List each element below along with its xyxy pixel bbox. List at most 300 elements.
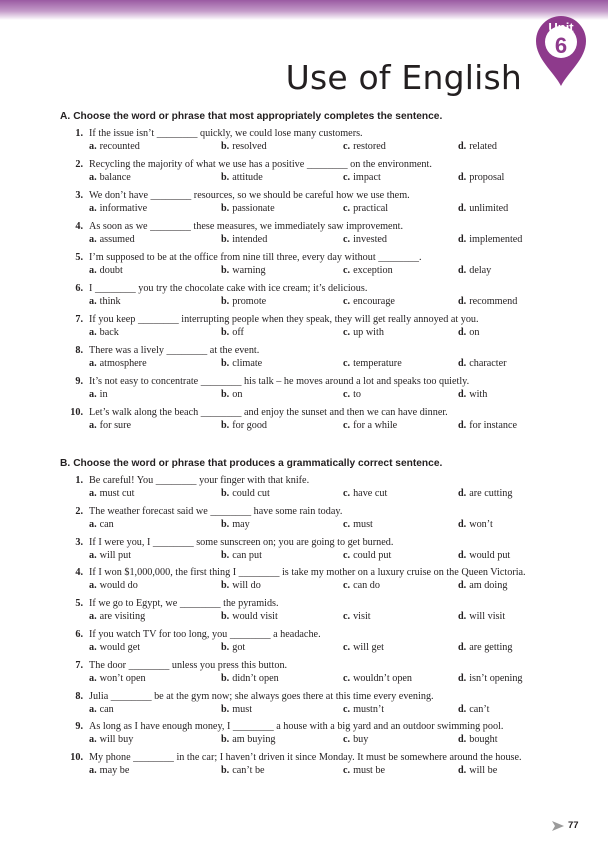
option-letter: b. [221,141,230,152]
option-text: passionate [232,203,275,214]
question-number: 5. [75,598,83,610]
option-text: in [99,389,108,400]
option-text: are visiting [99,611,146,623]
question-number: 8. [75,345,83,356]
section-heading [60,111,442,122]
option-a[interactable] [89,141,140,152]
option-text: may [232,518,250,530]
question-number: 4. [75,567,83,579]
top-color-band [0,0,608,20]
option-text: on [232,389,243,400]
option-text: warning [232,265,266,276]
option-text: temperature [353,358,402,369]
option-text: to [353,389,362,400]
question-number: 6. [75,629,83,640]
option-text: will put [99,549,132,561]
question-number: 8. [75,690,83,702]
question-stem: If I were you, I ________ some sunscreen on; you are going to get burned. [89,536,394,548]
option-c[interactable] [343,327,384,338]
option-b[interactable] [221,203,275,214]
option-letter: a. [89,734,97,746]
question-stem: As soon as we ________ these measures, we immediately saw improvement. [89,221,404,232]
option-text: can [99,518,114,530]
option-c[interactable] [343,358,402,369]
option-b[interactable] [221,420,267,431]
option-text: resolved [232,141,267,152]
option-text: won’t [469,518,493,530]
section-heading [60,458,442,469]
option-b[interactable] [221,734,276,745]
question-stem: Recycling the majority of what we use has a positive ________ on the environment. [89,159,432,170]
question-number: 6. [75,283,83,294]
option-c[interactable] [343,203,388,214]
option-a[interactable] [89,580,138,591]
option-b[interactable] [221,704,252,715]
option-letter: b. [221,642,230,653]
option-c[interactable] [343,765,385,776]
option-text: informative [99,203,148,214]
option-c[interactable] [343,265,393,276]
option-letter: b. [221,389,230,400]
option-text: can do [353,580,380,592]
option-letter: c. [343,141,351,152]
option-text: are cutting [469,488,513,499]
question-stem: As long as I have enough money, I ________ a house with a big yard and an outdoor swimming pool. [89,721,504,733]
option-a[interactable] [89,358,147,369]
question-item [0,475,608,506]
option-letter: b. [221,549,230,561]
option-c[interactable] [343,673,412,684]
option-d[interactable] [458,580,507,591]
question-item [0,721,608,752]
option-text: restored [353,141,386,152]
question-item [0,691,608,722]
option-a[interactable] [89,203,147,214]
question-item [0,752,608,783]
option-text: may be [99,765,130,777]
question-stem: Julia ________ be at the gym now; she always goes there at this time every evening. [89,690,434,702]
option-text: proposal [469,172,505,183]
option-d[interactable] [458,550,510,561]
question-number: 5. [75,252,83,263]
option-text: can’t be [232,765,265,777]
option-letter: d. [458,518,467,530]
option-letter: d. [458,488,467,499]
option-b[interactable] [221,611,278,622]
option-letter: a. [89,389,97,400]
option-letter: a. [89,611,97,623]
option-a[interactable] [89,765,129,776]
option-b[interactable] [221,234,267,245]
option-letter: a. [89,296,97,307]
option-c[interactable] [343,141,386,152]
unit-label: Unit [548,20,574,35]
option-d[interactable] [458,420,517,431]
option-letter: b. [221,703,230,715]
option-text: could cut [232,488,270,499]
question-item [0,537,608,568]
option-c[interactable] [343,580,380,591]
option-text: will buy [99,734,134,746]
option-letter: c. [343,420,351,431]
option-d[interactable] [458,296,517,307]
page-title: Use of English [285,58,522,98]
option-letter: d. [458,703,467,715]
option-text: am buying [232,734,276,746]
question-item [0,376,608,407]
option-d[interactable] [458,358,507,369]
option-letter: d. [458,672,467,684]
arrow-right-icon [551,820,565,832]
option-c[interactable] [343,234,387,245]
option-text: will get [353,642,384,653]
question-item [0,629,608,660]
question-number: 2. [75,505,83,517]
option-letter: c. [343,765,351,777]
option-a[interactable] [89,611,145,622]
option-letter: a. [89,234,97,245]
option-letter: c. [343,518,351,530]
option-text: wouldn’t open [353,672,413,684]
page-number: 77 [568,820,579,831]
option-b[interactable] [221,327,244,338]
option-text: character [469,358,507,369]
question-number: 2. [75,159,83,170]
question-stem: There was a lively ________ at the event. [89,345,260,356]
option-text: can put [232,549,262,561]
question-number: 9. [75,721,83,733]
option-text: exception [353,265,393,276]
option-text: practical [353,203,389,214]
option-letter: d. [458,265,467,276]
option-letter: c. [343,580,351,592]
option-text: on [469,327,480,338]
option-c[interactable] [343,642,384,653]
option-letter: c. [343,358,351,369]
option-b[interactable] [221,358,262,369]
option-c[interactable] [343,488,387,499]
question-number: 3. [75,536,83,548]
question-number: 3. [75,190,83,201]
question-stem: The door ________ unless you press this button. [89,659,288,671]
option-letter: d. [458,203,467,214]
option-d[interactable] [458,172,504,183]
option-text: can’t [469,703,490,715]
option-letter: b. [221,765,230,777]
option-text: must [353,518,373,530]
option-text: for good [232,420,268,431]
option-b[interactable] [221,265,266,276]
option-text: assumed [99,234,135,245]
option-letter: a. [89,172,97,183]
option-letter: c. [343,549,351,561]
option-letter: d. [458,580,467,592]
option-text: unlimited [469,203,509,214]
option-c[interactable] [343,420,397,431]
option-letter: b. [221,358,230,369]
question-number: 10. [70,752,83,764]
option-b[interactable] [221,172,263,183]
option-letter: a. [89,518,97,530]
option-text: attitude [232,172,263,183]
option-a[interactable] [89,488,134,499]
option-letter: a. [89,549,97,561]
option-letter: d. [458,358,467,369]
section-letter: A. [60,111,71,122]
option-a[interactable] [89,172,131,183]
option-b[interactable] [221,673,279,684]
option-letter: c. [343,296,351,307]
question-stem: If you keep ________ interrupting people when they speak, they will get really annoyed at you. [89,314,479,325]
option-letter: b. [221,296,230,307]
question-stem: We don’t have ________ resources, so we should be careful how we use them. [89,190,410,201]
option-text: recounted [99,141,140,152]
option-a[interactable] [89,234,135,245]
option-text: buy [353,734,369,746]
option-text: back [99,327,119,338]
option-d[interactable] [458,488,513,499]
option-a[interactable] [89,734,133,745]
option-c[interactable] [343,172,381,183]
option-a[interactable] [89,296,121,307]
question-item [0,598,608,629]
option-text: mustn’t [353,703,385,715]
option-a[interactable] [89,550,131,561]
question-number: 7. [75,659,83,671]
option-a[interactable] [89,704,114,715]
option-text: balance [99,172,131,183]
option-d[interactable] [458,234,522,245]
section-instruction: Choose the word or phrase that most appropriately completes the sentence. [73,111,443,122]
option-d[interactable] [458,327,479,338]
option-letter: a. [89,265,97,276]
option-letter: d. [458,642,467,653]
option-text: didn’t open [232,672,279,684]
option-letter: c. [343,203,351,214]
option-letter: b. [221,327,230,338]
option-letter: a. [89,420,97,431]
question-item [0,252,608,283]
option-letter: b. [221,580,230,592]
option-text: think [99,296,121,307]
option-c[interactable] [343,389,361,400]
question-stem: Let’s walk along the beach ________ and enjoy the sunset and then we can have dinner. [89,407,448,418]
option-d[interactable] [458,141,497,152]
question-item [0,567,608,598]
option-a[interactable] [89,673,146,684]
option-text: for a while [353,420,398,431]
option-letter: b. [221,734,230,746]
question-stem: If I won $1,000,000, the first thing I ________ is take my mother on a luxury cruise on the Queen Victoria. [89,567,526,579]
option-letter: c. [343,327,351,338]
option-letter: d. [458,172,467,183]
option-text: related [469,141,497,152]
option-text: off [232,327,244,338]
section-instruction: Choose the word or phrase that produces a grammatically correct sentence. [73,458,443,469]
question-item [0,345,608,376]
question-item [0,221,608,252]
option-text: visit [353,611,371,623]
option-b[interactable] [221,550,262,561]
question-item [0,314,608,345]
question-stem: My phone ________ in the car; I haven’t driven it since Monday. It must be somewhere around the house. [89,752,522,764]
option-letter: d. [458,734,467,746]
option-letter: a. [89,765,97,777]
option-text: encourage [353,296,395,307]
option-c[interactable] [343,519,373,530]
question-stem: It’s not easy to concentrate ________ his talk – he moves around a lot and speaks too quietly. [89,376,470,387]
option-b[interactable] [221,141,267,152]
option-letter: b. [221,265,230,276]
option-text: will be [469,765,498,777]
option-b[interactable] [221,580,261,591]
question-number: 7. [75,314,83,325]
option-text: climate [232,358,263,369]
option-letter: a. [89,580,97,592]
option-c[interactable] [343,611,371,622]
option-letter: b. [221,203,230,214]
option-letter: d. [458,389,467,400]
question-stem: The weather forecast said we ________ have some rain today. [89,505,343,517]
option-letter: d. [458,327,467,338]
question-stem: I’m supposed to be at the office from nine till three, every day without ________. [89,252,422,263]
option-letter: c. [343,172,351,183]
option-letter: b. [221,234,230,245]
option-b[interactable] [221,765,265,776]
option-text: up with [353,327,384,338]
question-item [0,506,608,537]
question-number: 10. [70,407,83,418]
option-text: am doing [469,580,508,592]
option-text: would get [99,642,141,653]
option-text: isn’t opening [469,672,523,684]
unit-badge [533,12,589,88]
option-text: implemented [469,234,523,245]
option-text: intended [232,234,268,245]
option-letter: c. [343,642,351,653]
question-stem: Be careful! You ________ your finger with that knife. [89,475,310,486]
question-stem: If we go to Egypt, we ________ the pyramids. [89,598,279,610]
option-letter: b. [221,488,230,499]
option-a[interactable] [89,327,119,338]
option-text: will visit [469,611,506,623]
option-d[interactable] [458,203,508,214]
option-letter: d. [458,234,467,245]
option-letter: a. [89,703,97,715]
option-letter: b. [221,420,230,431]
option-b[interactable] [221,488,270,499]
option-letter: d. [458,611,467,623]
option-text: delay [469,265,492,276]
option-letter: c. [343,234,351,245]
option-text: promote [232,296,267,307]
option-letter: d. [458,141,467,152]
option-text: must be [353,765,386,777]
option-b[interactable] [221,389,242,400]
option-text: recommend [469,296,518,307]
section-letter: B. [60,458,71,469]
option-letter: a. [89,327,97,338]
option-letter: a. [89,488,97,499]
option-text: with [469,389,488,400]
option-a[interactable] [89,519,114,530]
question-stem: I ________ you try the chocolate cake with ice cream; it’s delicious. [89,283,368,294]
question-number: 9. [75,376,83,387]
option-d[interactable] [458,704,489,715]
option-letter: c. [343,265,351,276]
option-letter: c. [343,672,351,684]
question-item [0,159,608,190]
option-d[interactable] [458,734,498,745]
option-text: could put [353,549,392,561]
option-c[interactable] [343,704,384,715]
option-d[interactable] [458,389,487,400]
option-d[interactable] [458,265,491,276]
option-d[interactable] [458,519,493,530]
option-letter: d. [458,420,467,431]
option-c[interactable] [343,734,368,745]
option-a[interactable] [89,642,140,653]
option-letter: a. [89,672,97,684]
option-text: would put [469,549,511,561]
option-c[interactable] [343,550,391,561]
option-text: won’t open [99,672,146,684]
option-a[interactable] [89,420,131,431]
option-letter: a. [89,642,97,653]
option-d[interactable] [458,642,513,653]
option-c[interactable] [343,296,395,307]
question-stem: If the issue isn’t ________ quickly, we could lose many customers. [89,128,363,139]
option-text: must cut [99,488,135,499]
option-b[interactable] [221,642,245,653]
option-letter: c. [343,734,351,746]
option-letter: a. [89,141,97,152]
question-item [0,660,608,691]
option-letter: b. [221,518,230,530]
option-a[interactable] [89,265,123,276]
option-text: will do [232,580,261,592]
option-text: can [99,703,114,715]
question-item [0,128,608,159]
question-stem: If you watch TV for too long, you ________ a headache. [89,629,321,640]
option-text: doubt [99,265,123,276]
option-text: must [232,703,253,715]
question-number: 1. [75,475,83,486]
question-number: 1. [75,128,83,139]
option-letter: c. [343,611,351,623]
option-d[interactable] [458,611,505,622]
option-b[interactable] [221,519,250,530]
unit-number: 6 [554,33,568,58]
question-item [0,283,608,314]
option-text: for instance [469,420,518,431]
option-a[interactable] [89,389,108,400]
option-d[interactable] [458,765,497,776]
option-letter: c. [343,488,351,499]
option-text: would visit [232,611,278,623]
option-text: are getting [469,642,513,653]
option-letter: a. [89,203,97,214]
question-item [0,190,608,221]
option-letter: c. [343,703,351,715]
option-d[interactable] [458,673,523,684]
option-letter: d. [458,549,467,561]
option-letter: b. [221,172,230,183]
option-letter: d. [458,765,467,777]
option-text: impact [353,172,381,183]
option-letter: d. [458,296,467,307]
option-b[interactable] [221,296,266,307]
